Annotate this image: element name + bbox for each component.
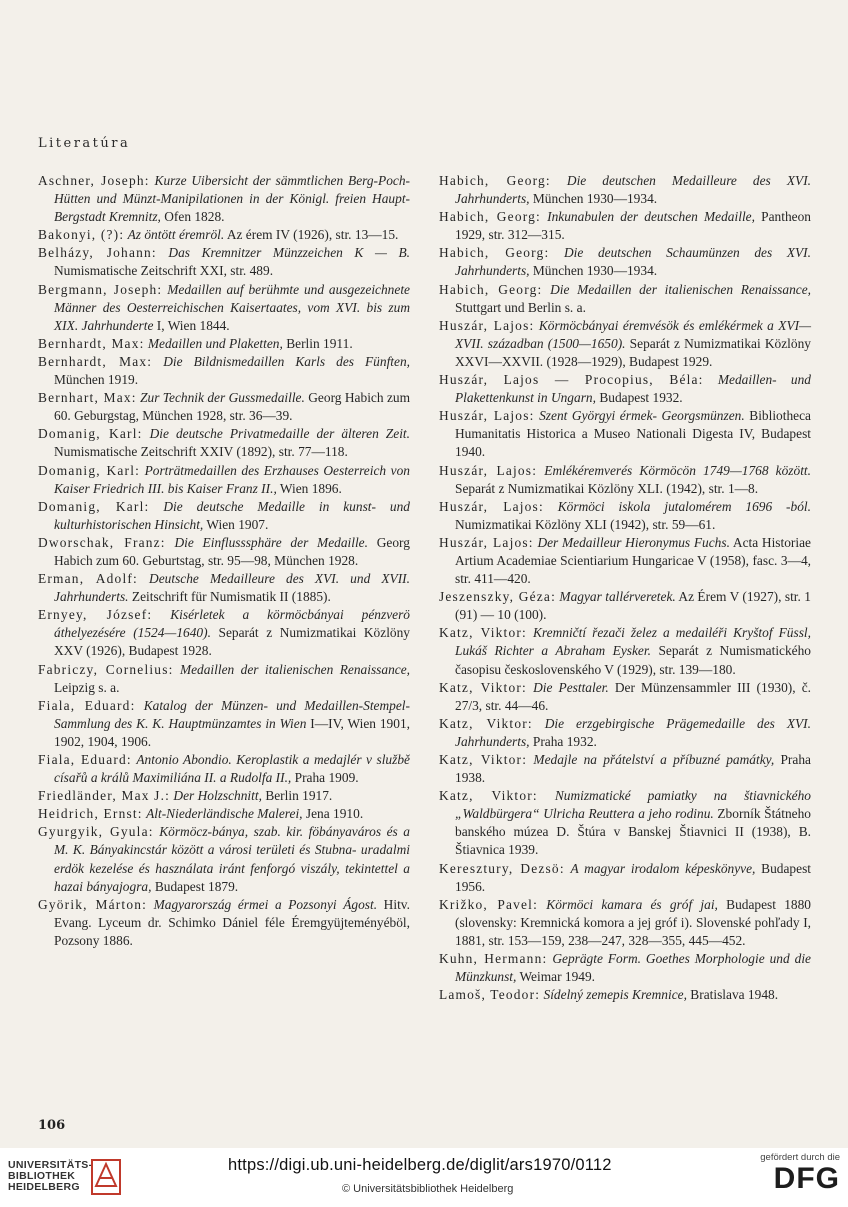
- entry-author: Huszár, Lajos:: [439, 462, 538, 478]
- entry-title: Die deutschen Schaumünzen des XVI. Jahrhunderts,: [455, 245, 811, 279]
- entry-author: Györik, Márton:: [38, 896, 148, 912]
- entry-details: I—IV, Wien 1901, 1902, 1904, 1906.: [54, 715, 410, 749]
- entry-title: Medajle na přátelství a příbuzné památky,: [533, 752, 775, 767]
- entry-details: Weimar 1949.: [519, 969, 596, 985]
- entry-title: Die erzgebirgische Prägemedaille des XVI. Jahrhunderts,: [455, 715, 811, 749]
- entry-title: Körmöci iskola jutalomérem 1696 -ból.: [557, 498, 811, 514]
- entry-title: Die Einflusssphäre der Medaille.: [174, 534, 368, 550]
- entry-author: Bernhardt, Max:: [38, 353, 153, 369]
- entry-author: Domanig, Karl:: [38, 462, 141, 478]
- bibliography-entry: [439, 624, 811, 678]
- entry-title: Numizmatické pamiatky na štiavnického „Waldbürgera“ Ulricha Reuttera a jeho rodinu.: [455, 788, 812, 822]
- entry-details: Jena 1910.: [305, 806, 364, 822]
- bibliography-entry: [439, 787, 811, 859]
- entry-details: Bibliotheca Humanitatis Historica a Museo Nationali Digesta IV, Budapest 1940.: [455, 408, 811, 460]
- bibliography-entry: [439, 896, 811, 950]
- bibliography-entry: [439, 244, 811, 280]
- entry-author: Bergmann, Joseph:: [38, 281, 163, 297]
- bibliography-entry: [439, 715, 811, 751]
- bibliography-entry: [38, 244, 410, 280]
- entry-details: Budapest 1880 (slovensky: Kremnická komora a jej gróf i). Slovenské pohľady I, 1881, str. 153—159, 238—247, 328—355, 445—452.: [455, 896, 811, 948]
- entry-details: Zeitschrift für Numismatik II (1885).: [131, 589, 331, 605]
- bibliography-entry: [439, 950, 811, 986]
- bibliography-entry: [38, 661, 410, 697]
- entry-details: München 1930—1934.: [532, 263, 658, 279]
- library-logo[interactable]: [8, 1154, 158, 1200]
- entry-author: Katz, Viktor:: [439, 679, 527, 695]
- entry-author: Kuhn, Hermann:: [439, 951, 548, 967]
- funder-caption: gefördert durch die: [760, 1152, 840, 1163]
- entry-author: Domanig, Karl:: [38, 498, 150, 514]
- entry-author: Huszár, Lajos — Procopius, Béla:: [439, 372, 704, 388]
- bibliography-entry: [439, 588, 811, 624]
- bibliography-entry: [38, 697, 410, 751]
- bibliography-entry: [38, 462, 410, 498]
- entry-title: Die Pesttaler.: [533, 679, 609, 695]
- entry-author: Katz, Viktor:: [439, 715, 533, 731]
- entry-author: Dworschak, Franz:: [38, 534, 166, 550]
- entry-title: Kurze Uibersicht der sämmtlichen Berg-Poch-Hütten und Münzt-Manipilationen in der Königl. freien Haupt-Bergstadt Kremnitz,: [54, 173, 410, 225]
- entry-author: Katz, Viktor:: [439, 625, 527, 641]
- entry-author: Bernhart, Max:: [38, 390, 137, 406]
- bibliography-right-column: [439, 172, 811, 1004]
- entry-author: Erman, Adolf:: [38, 571, 138, 587]
- entry-author: Huszár, Lajos:: [439, 408, 535, 424]
- entry-title: Inkunabulen der deutschen Medaille,: [547, 209, 755, 225]
- entry-author: Habich, Georg:: [439, 173, 551, 188]
- entry-title: Kisérletek a körmöcbányai pénzverö áthelyezésére (1524—1640).: [54, 607, 410, 641]
- entry-title: Emlékéremverés Körmöcön 1749—1768 között.: [544, 462, 811, 478]
- entry-title: Medaillen und Plaketten,: [147, 335, 283, 351]
- entry-details: Zborník Štátneho banského múzea D. Štúra v Banskej Štiavnici II (1938), B. Štiavnica 1939.: [455, 806, 811, 858]
- entry-author: Huszár, Lajos:: [439, 534, 534, 550]
- entry-title: Magyar tallérveretek.: [559, 589, 676, 605]
- entry-details: Berlin 1917.: [265, 788, 333, 804]
- entry-title: Das Kremnitzer Münzzeichen K — B.: [168, 245, 410, 261]
- entry-title: Zur Technik der Gussmedaille.: [140, 390, 305, 406]
- entry-details: Az Érem V (1927), str. 1 (91) — 10 (100).: [455, 589, 811, 623]
- bibliography-entry: [439, 860, 811, 896]
- entry-details: Budapest 1932.: [599, 390, 683, 406]
- entry-title: Kremničtí řezači želez a medailéři Kryštof Füssl, Lukáš Richter a Abraham Eysker.: [455, 625, 811, 659]
- entry-author: Keresztury, Dezsö:: [439, 860, 565, 876]
- bibliography-entry: [439, 534, 811, 588]
- entry-author: Belházy, Johann:: [38, 245, 157, 261]
- entry-title: Die deutsche Privatmedaille der älteren Zeit.: [149, 426, 410, 442]
- entry-details: Az érem IV (1926), str. 13—15.: [226, 227, 399, 243]
- entry-author: Fabriczy, Cornelius:: [38, 661, 174, 677]
- bibliography-entry: [439, 498, 811, 534]
- entry-details: Georg Habich zum 60. Geburgstag, München 1928, str. 36—39.: [54, 390, 410, 424]
- entry-title: Körmöcbányai éremvésök és emlékérmek a XVI—XVII. században (1500—1650).: [455, 317, 811, 351]
- entry-author: Ernyey, József:: [38, 607, 153, 623]
- entry-details: Separát z Numismatického časopisu československého V (1929), str. 139—180.: [455, 643, 812, 677]
- bibliography-entry: [38, 281, 410, 335]
- bibliography-entry: [38, 805, 410, 823]
- bibliography-entry: [38, 172, 410, 226]
- entry-details: Praha 1938.: [455, 752, 811, 786]
- bibliography-entry: [439, 462, 811, 498]
- bibliography-entry: [439, 986, 811, 1004]
- bibliography-entry: [439, 371, 811, 407]
- entry-author: Fiala, Eduard:: [38, 752, 132, 767]
- entry-title: Porträtmedaillen des Erzhauses Oesterreich von Kaiser Friedrich III. bis Kaiser Franz II.,: [54, 462, 410, 496]
- entry-details: Pantheon 1929, str. 312—315.: [455, 209, 811, 243]
- entry-details: München 1930—1934.: [532, 191, 658, 207]
- dfg-logo-mark: DFG: [773, 1162, 840, 1195]
- entry-title: Medaillen- und Plakettenkunst in Ungarn,: [455, 372, 811, 406]
- entry-title: Die Medaillen der italienischen Renaissance,: [550, 281, 811, 297]
- bibliography-entry: [439, 281, 811, 317]
- bibliography-entry: [38, 823, 410, 895]
- entry-details: Der Münzensammler III (1930), č. 27/3, str. 44—46.: [455, 679, 811, 713]
- bibliography-left-column: [38, 172, 410, 950]
- entry-title: Körmöci kamara és gróf jai,: [546, 896, 718, 912]
- bibliography-entry: [38, 896, 410, 950]
- entry-details: I, Wien 1844.: [156, 317, 230, 333]
- entry-author: Habich, Georg:: [439, 281, 543, 297]
- entry-author: Huszár, Lajos:: [439, 498, 544, 514]
- entry-author: Friedländer, Max J.:: [38, 788, 171, 804]
- entry-details: Separát z Numizmatikai Közlöny XLI. (1942), str. 1—8.: [455, 480, 759, 496]
- entry-details: Separát z Numizmatikai Közlöny XXV (1926), Budapest 1928.: [54, 625, 410, 659]
- library-logo-text: UNIVERSITÄTS- BIBLIOTHEK HEIDELBERG: [8, 1159, 93, 1193]
- entry-title: Medaillen der italienischen Renaissance,: [179, 661, 410, 677]
- entry-author: Križko, Pavel:: [439, 896, 539, 912]
- entry-title: A magyar irodalom képeskönyve,: [570, 860, 756, 876]
- entry-author: Katz, Viktor:: [439, 752, 528, 767]
- entry-author: Heidrich, Ernst:: [38, 806, 143, 822]
- entry-author: Fiala, Eduard:: [38, 697, 136, 713]
- bibliography-entry: [38, 226, 410, 244]
- entry-title: Az öntött éremröl.: [127, 227, 225, 243]
- entry-author: Habich, Georg:: [439, 245, 550, 261]
- bibliography-entry: [38, 353, 410, 389]
- bibliography-entry: [439, 679, 811, 715]
- entry-details: Numizmatikai Közlöny XLI (1942), str. 59—61.: [455, 516, 716, 532]
- entry-title: Alt-Niederländische Malerei,: [146, 806, 303, 822]
- entry-details: Ofen 1828.: [164, 209, 225, 225]
- section-heading: Literatúra: [38, 136, 131, 151]
- bibliography-entry: [38, 751, 410, 787]
- bibliography-entry: [38, 335, 410, 353]
- bibliography-entry: [38, 570, 410, 606]
- entry-author: Huszár, Lajos:: [439, 317, 535, 333]
- bibliography-entry: [439, 751, 811, 787]
- entry-details: Leipzig s. a.: [54, 679, 120, 695]
- entry-details: Stuttgart und Berlin s. a.: [455, 299, 586, 315]
- entry-title: Der Holzschnitt,: [173, 788, 262, 804]
- dfg-logo[interactable]: [748, 1152, 840, 1202]
- entry-title: Die deutschen Medailleure des XVI. Jahrhunderts,: [455, 173, 811, 207]
- entry-details: München 1919.: [54, 372, 139, 388]
- entry-title: Der Medailleur Hieronymus Fuchs.: [537, 534, 730, 550]
- entry-title: Deutsche Medailleure des XVI. und XVII. Jahrhunderts.: [54, 571, 410, 605]
- entry-details: Georg Habich zum 60. Geburtstag, str. 95—98, München 1928.: [54, 534, 410, 568]
- entry-details: Praha 1909.: [294, 770, 359, 786]
- bibliography-entry: [38, 389, 410, 425]
- entry-author: Habich, Georg:: [439, 209, 541, 225]
- bibliography-entry: [439, 407, 811, 461]
- bibliography-entry: [38, 425, 410, 461]
- entry-details: Wien 1907.: [206, 516, 269, 532]
- entry-author: Jeszenszky, Géza:: [439, 589, 556, 605]
- entry-author: Bernhardt, Max:: [38, 335, 145, 351]
- bibliography-entry: [38, 606, 410, 660]
- bibliography-entry: [439, 208, 811, 244]
- entry-details: Numismatische Zeitschrift XXI, str. 489.: [54, 263, 274, 279]
- entry-title: Körmöcz-bánya, szab. kir. föbányaváros és a M. K. Bányakincstár között a városi területi és Stubna- uradalmi erdök kezelése és használata iránt fenforgó viszály, tekintettel a hazai bányajogra,: [54, 824, 410, 894]
- entry-author: Domanig, Karl:: [38, 426, 143, 442]
- bibliography-entry: [439, 172, 811, 208]
- entry-title: Die deutsche Medaille in kunst- und kulturhistorischen Hinsicht,: [54, 498, 410, 532]
- bibliography-entry: [38, 534, 410, 570]
- entry-details: Praha 1932.: [532, 733, 597, 749]
- entry-details: Separát z Numizmatikai Közlöny XXVI—XXVII. (1928—1929), Budapest 1929.: [455, 335, 811, 369]
- entry-title: Medaillen auf berühmte und ausgezeichnete Männer des Oesterreichischen Kaisertaates, vom XVI. bis zum XIX. Jahrhunderte: [54, 281, 410, 333]
- bibliography-entry: [38, 787, 410, 805]
- entry-details: Berlin 1911.: [286, 335, 353, 351]
- document-url-link[interactable]: https://digi.ub.uni-heidelberg.de/diglit/ars1970/0112: [228, 1156, 612, 1174]
- entry-title: Geprägte Form. Goethes Morphologie und die Münzkunst,: [455, 951, 811, 985]
- bibliography-entry: [38, 498, 410, 534]
- bibliography-entry: [439, 317, 811, 371]
- entry-title: Antonio Abondio. Keroplastik a medajlér v službě císařů a králů Maximiliána II. a Rudolfa II.,: [54, 752, 410, 786]
- entry-title: Die Bildnismedaillen Karls des Fünften,: [163, 353, 410, 369]
- entry-details: Hitv. Evang. Lyceum dr. Schimko Dániel féle Éremgyüjteményéböl, Pozsony 1886.: [54, 896, 410, 948]
- viewer-footer: [0, 1148, 848, 1207]
- entry-author: Katz, Viktor:: [439, 788, 538, 804]
- entry-author: Lamoš, Teodor:: [439, 987, 541, 1003]
- entry-details: Bratislava 1948.: [690, 987, 779, 1003]
- copyright-notice: © Universitätsbibliothek Heidelberg: [342, 1183, 514, 1195]
- page-number: 106: [38, 1118, 66, 1133]
- entry-title: Szent Györgyi érmek- Georgsmünzen.: [539, 408, 745, 424]
- entry-author: Bakonyi, (?):: [38, 227, 125, 243]
- entry-details: Budapest 1956.: [455, 860, 812, 894]
- entry-title: Sídelný zemepis Kremnice,: [543, 987, 687, 1003]
- entry-details: Numismatische Zeitschrift XXIV (1892), str. 77—118.: [54, 444, 348, 460]
- entry-details: Budapest 1879.: [154, 878, 239, 894]
- entry-author: Gyurgyik, Gyula:: [38, 824, 154, 840]
- library-seal-icon: [86, 1156, 126, 1198]
- entry-details: Wien 1896.: [279, 480, 342, 496]
- entry-title: Magyarország érmei a Pozsonyi Ágost.: [153, 896, 378, 912]
- entry-author: Aschner, Joseph:: [38, 173, 150, 188]
- entry-details: Acta Historiae Artium Academiae Scientiarium Hungaricae V (1958), fasc. 3—4, str. 411—420.: [455, 534, 811, 587]
- entry-title: Katalog der Münzen- und Medaillen-Stempel-Sammlung des K. K. Hauptmünzamtes in Wien: [54, 697, 410, 731]
